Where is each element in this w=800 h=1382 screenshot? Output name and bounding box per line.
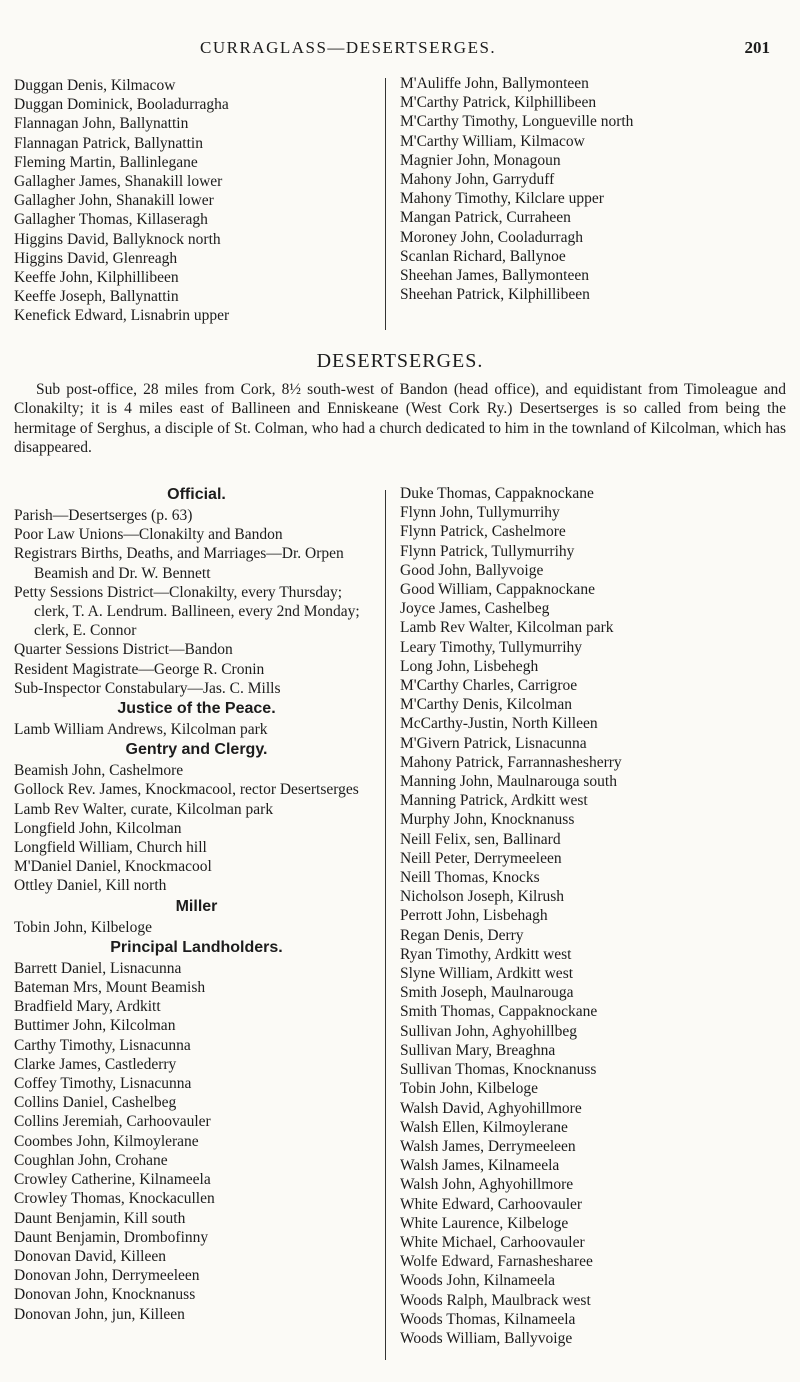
list-item: Mahony Timothy, Kilclare upper [400,190,604,208]
lower-right-column [400,484,622,1348]
list-item: Daunt Benjamin, Kill south [14,1209,186,1227]
list-item: Neill Felix, sen, Ballinard [400,830,561,848]
list-item: Donovan John, Knocknanuss [14,1286,196,1304]
list-item: Registrars Births, Deaths, and Marriages—Dr. Orpen Beamish and Dr. W. Bennett [14,545,344,582]
list-item: Sheehan James, Ballymonteen [400,267,589,285]
list-item: Manning John, Maulnarouga south [400,773,617,791]
list-item: Good William, Cappaknockane [400,581,595,599]
list-item: Coombes John, Kilmoylerane [14,1132,199,1150]
list-item: Parish—Desertserges (p. 63) [14,507,193,524]
list-item: Walsh James, Derrymeeleen [400,1137,576,1155]
list-item: Tobin John, Kilbeloge [400,1080,538,1098]
list-item: Poor Law Unions—Clonakilty and Bandon [14,526,283,544]
list-item: Longfield John, Kilcolman [14,819,182,837]
list-item: Donovan David, Killeen [14,1247,166,1265]
list-item: Sub-Inspector Constabulary—Jas. C. Mills [14,679,281,697]
list-item: Coughlan John, Crohane [14,1151,168,1169]
list-item: Carthy Timothy, Lisnacunna [14,1036,191,1054]
list-item: Sullivan John, Aghyohillbeg [400,1022,577,1040]
list-item: Nicholson Joseph, Kilrush [400,888,565,906]
list-item: Duggan Denis, Kilmacow [14,77,176,94]
lower-left-column [14,484,379,1324]
list-item: Lamb William Andrews, Kilcolman park [14,721,268,739]
list-item: Sheehan Patrick, Kilphillibeen [400,286,590,304]
list-item: Woods William, Ballyvoige [400,1329,573,1347]
list-item: Flynn Patrick, Tullymurrihy [400,542,575,560]
list-item: Scanlan Richard, Ballynoe [400,247,566,265]
list-item: Higgins David, Glenreagh [14,249,178,267]
list-item: Regan Denis, Derry [400,926,524,944]
list-item: Neill Thomas, Knocks [400,869,540,887]
gentry-heading: Gentry and Clergy. [125,741,268,759]
section-title: DESERTSERGES. [316,350,484,372]
list-item: Joyce James, Cashelbeg [400,600,550,618]
list-item: Smith Joseph, Maulnarouga [400,984,574,1002]
list-item: Mahony Patrick, Farrannashesherry [400,753,622,771]
list-item: Perrott John, Lisbehagh [400,907,548,925]
list-item: Slyne William, Ardkitt west [400,965,574,983]
list-item: Flannagan John, Ballynattin [14,115,189,133]
section-intro: Sub post-office, 28 miles from Cork, 8½ south-west of Bandon (head office), and equidistant from Timoleague and Clonakilty; it is 4 miles east of Ballineen and Enniskeane (West Cork Ry.) Desertserges is so called from being the hermitage of Serghus, a disciple of St. Colman, who had a church dedicated to him in the townland of Kilcolman, which has disappeared. [14,381,786,457]
list-item: White Michael, Carhoovauler [400,1233,585,1251]
list-item: Flynn Patrick, Cashelmore [400,523,566,541]
list-item: Walsh James, Kilnameela [400,1157,560,1175]
list-item: Good John, Ballyvoige [400,561,544,579]
list-item: Gallagher Thomas, Killaseragh [14,211,208,229]
list-item: M'Auliffe John, Ballymonteen [400,75,589,92]
list-item: M'Carthy William, Kilmacow [400,132,585,150]
list-item: Walsh John, Aghyohillmore [400,1176,574,1194]
list-item: M'Carthy Patrick, Kilphillibeen [400,94,597,112]
column-divider-lower [385,490,386,1360]
list-item: Smith Thomas, Cappaknockane [400,1003,598,1021]
list-item: Walsh David, Aghyohillmore [400,1099,582,1117]
list-item: M'Carthy Denis, Kilcolman [400,696,572,714]
official-heading: Official. [167,486,226,503]
landholders-heading: Principal Landholders. [110,938,283,956]
list-item: Crowley Catherine, Kilnameela [14,1171,211,1189]
list-item: Gallagher James, Shanakill lower [14,173,223,191]
list-item: Gollock Rev. James, Knockmacool, rector Desertserges [14,781,359,799]
list-item: Ryan Timothy, Ardkitt west [400,945,572,963]
list-item: White Edward, Carhoovauler [400,1195,583,1213]
list-item: Kenefick Edward, Lisnabrin upper [14,307,230,325]
list-item: Walsh Ellen, Kilmoylerane [400,1118,568,1136]
list-item: Bateman Mrs, Mount Beamish [14,979,206,997]
list-item: Moroney John, Cooladurragh [400,228,583,246]
list-item: Wolfe Edward, Farnashesharee [400,1253,593,1271]
list-item: Petty Sessions District—Clonakilty, every Thursday; clerk, T. A. Lendrum. Ballineen, every 2nd Monday; clerk, E. Connor [14,583,360,640]
list-item: Clarke James, Castlederry [14,1055,177,1073]
list-item: Collins Jeremiah, Carhoovauler [14,1113,211,1131]
list-item: Woods Thomas, Kilnameela [400,1310,576,1328]
list-item: Neill Peter, Derrymeeleen [400,849,562,867]
top-left-column [14,76,229,326]
list-item: Lamb Rev Walter, curate, Kilcolman park [14,800,274,818]
list-item: Flynn John, Tullymurrihy [400,504,560,522]
miller-list [14,918,379,937]
page-header [0,38,800,60]
running-title: CURRAGLASS—DESERTSERGES. [200,38,497,57]
list-item: White Laurence, Kilbeloge [400,1214,569,1232]
list-item: Buttimer John, Kilcolman [14,1017,176,1035]
list-item: Quarter Sessions District—Bandon [14,641,233,659]
list-item: Ottley Daniel, Kill north [14,877,167,895]
justice-list [14,720,379,739]
list-item: Manning Patrick, Ardkitt west [400,792,588,810]
list-item: Barrett Daniel, Lisnacunna [14,959,182,977]
list-item: Higgins David, Ballyknock north [14,230,221,248]
list-item: Tobin John, Kilbeloge [14,918,152,936]
list-item: Mangan Patrick, Curraheen [400,209,571,227]
justice-heading: Justice of the Peace. [117,700,276,718]
list-item: Keeffe John, Kilphillibeen [14,269,179,287]
column-divider-top [385,78,386,330]
list-item: Donovan John, jun, Killeen [14,1305,185,1323]
list-item: Bradfield Mary, Ardkitt [14,998,161,1016]
list-item: M'Daniel Daniel, Knockmacool [14,858,212,876]
list-item: Long John, Lisbehegh [400,657,539,675]
official-list [14,506,379,698]
list-item: Daunt Benjamin, Drombofinny [14,1228,209,1246]
list-item: Beamish John, Cashelmore [14,762,184,780]
list-item: Murphy John, Knocknanuss [400,811,575,829]
list-item: Donovan John, Derrymeeleen [14,1267,200,1285]
list-item: M'Givern Patrick, Lisnacunna [400,734,587,752]
gentry-list [14,761,379,895]
list-item: Keeffe Joseph, Ballynattin [14,288,179,306]
list-item: Duke Thomas, Cappaknockane [400,485,594,502]
list-item: M'Carthy Charles, Carrigroe [400,677,578,695]
list-item: Sullivan Thomas, Knocknanuss [400,1061,597,1079]
list-item: Magnier John, Monagoun [400,151,561,169]
list-item: Crowley Thomas, Knockacullen [14,1190,215,1208]
list-item: Coffey Timothy, Lisnacunna [14,1075,192,1093]
list-item: Resident Magistrate—George R. Cronin [14,660,265,678]
list-item: Leary Timothy, Tullymurrihy [400,638,583,656]
list-item: Woods John, Kilnameela [400,1272,556,1290]
list-item: Lamb Rev Walter, Kilcolman park [400,619,614,637]
top-right-column [400,74,633,304]
list-item: Mahony John, Garryduff [400,171,555,189]
list-item: Flannagan Patrick, Ballynattin [14,134,203,152]
miller-heading: Miller [175,897,218,915]
list-item: Longfield William, Church hill [14,839,207,857]
list-item: Collins Daniel, Cashelbeg [14,1094,177,1112]
landholders-left-list [14,959,379,1324]
list-item: Duggan Dominick, Booladurragha [14,96,229,114]
list-item: Fleming Martin, Ballinlegane [14,153,198,171]
list-item: Woods Ralph, Maulbrack west [400,1291,591,1309]
list-item: M'Carthy Timothy, Longueville north [400,113,634,131]
page-number: 201 [744,38,770,57]
list-item: Gallagher John, Shanakill lower [14,192,214,210]
list-item: McCarthy-Justin, North Killeen [400,715,598,733]
list-item: Sullivan Mary, Breaghna [400,1041,556,1059]
